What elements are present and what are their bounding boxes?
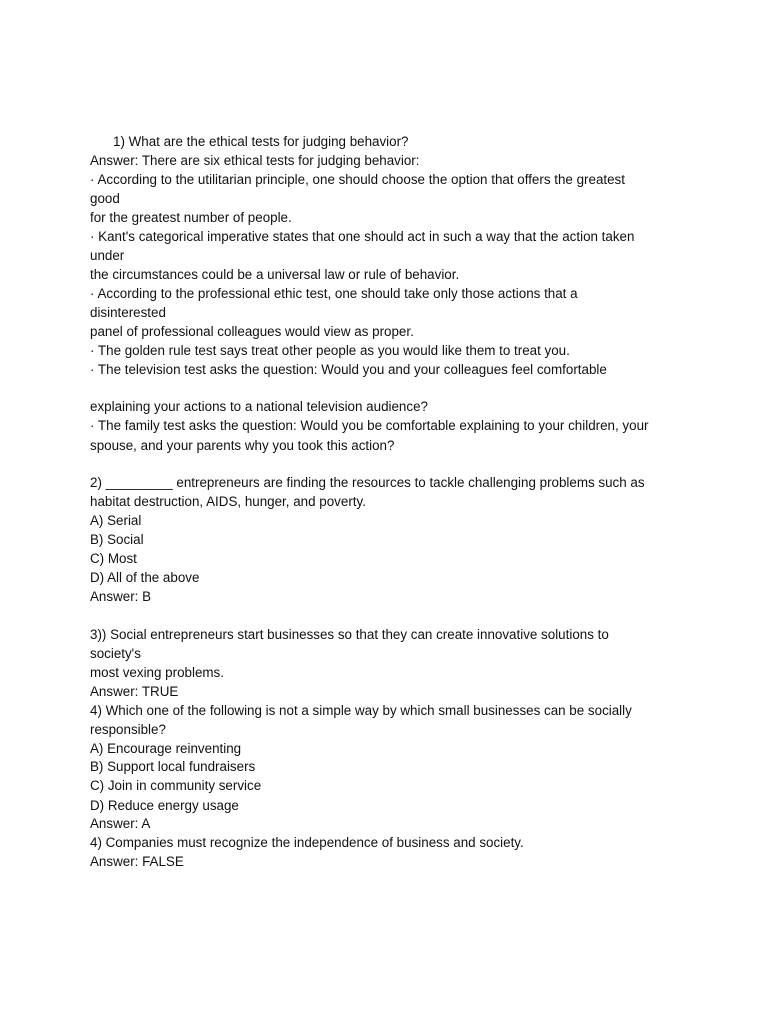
answer-1-line: · The television test asks the question: Would you and your colleagues feel comfortable xyxy=(90,362,607,377)
option-a: A) Encourage reinventing xyxy=(90,741,242,756)
question-4: 4) Which one of the following is not a simple way by which small businesses can be socially xyxy=(90,703,632,718)
answer-1-line: spouse, and your parents why you took this action? xyxy=(90,438,395,453)
answer-1-line: under xyxy=(90,248,125,263)
answer-4: Answer: A xyxy=(90,816,151,831)
question-3: 3)) Social entrepreneurs start businesses so that they can create innovative solutions to xyxy=(90,627,609,642)
answer-1-line: · The golden rule test says treat other people as you would like them to treat you. xyxy=(90,343,570,358)
answer-1-line: disinterested xyxy=(90,305,166,320)
answer-1-line: for the greatest number of people. xyxy=(90,210,292,225)
answer-1-line: · According to the professional ethic test, one should take only those actions that a xyxy=(90,286,578,301)
answer-1-line: · Kant's categorical imperative states that one should act in such a way that the action taken xyxy=(90,229,635,244)
answer-1-line: · According to the utilitarian principle, one should choose the option that offers the greatest xyxy=(90,172,625,187)
answer-5: Answer: FALSE xyxy=(90,854,184,869)
option-b: B) Support local fundraisers xyxy=(90,759,256,774)
answer-2: Answer: B xyxy=(90,589,152,604)
answer-1-line: good xyxy=(90,191,120,206)
option-c: C) Join in community service xyxy=(90,778,262,793)
option-d: D) All of the above xyxy=(90,570,200,585)
answer-1-line: · The family test asks the question: Would you be comfortable explaining to your children, your xyxy=(90,418,649,433)
question-1: 1) What are the ethical tests for judging behavior? xyxy=(113,134,409,149)
question-3-cont: society's xyxy=(90,646,141,661)
answer-1-line: the circumstances could be a universal law or rule of behavior. xyxy=(90,267,460,282)
option-a: A) Serial xyxy=(90,513,142,528)
question-4-cont: responsible? xyxy=(90,722,166,737)
answer-3: Answer: TRUE xyxy=(90,684,179,699)
question-2-cont: habitat destruction, AIDS, hunger, and poverty. xyxy=(90,494,366,509)
option-d: D) Reduce energy usage xyxy=(90,798,239,813)
question-2: 2) _________ entrepreneurs are finding the resources to tackle challenging problems such as xyxy=(90,475,645,490)
question-3-cont: most vexing problems. xyxy=(90,665,224,680)
question-5: 4) Companies must recognize the independence of business and society. xyxy=(90,835,524,850)
option-c: C) Most xyxy=(90,551,137,566)
answer-1-line: panel of professional colleagues would view as proper. xyxy=(90,324,414,339)
option-b: B) Social xyxy=(90,532,144,547)
answer-1-line: explaining your actions to a national television audience? xyxy=(90,399,428,414)
answer-1-intro: Answer: There are six ethical tests for judging behavior: xyxy=(90,153,420,168)
